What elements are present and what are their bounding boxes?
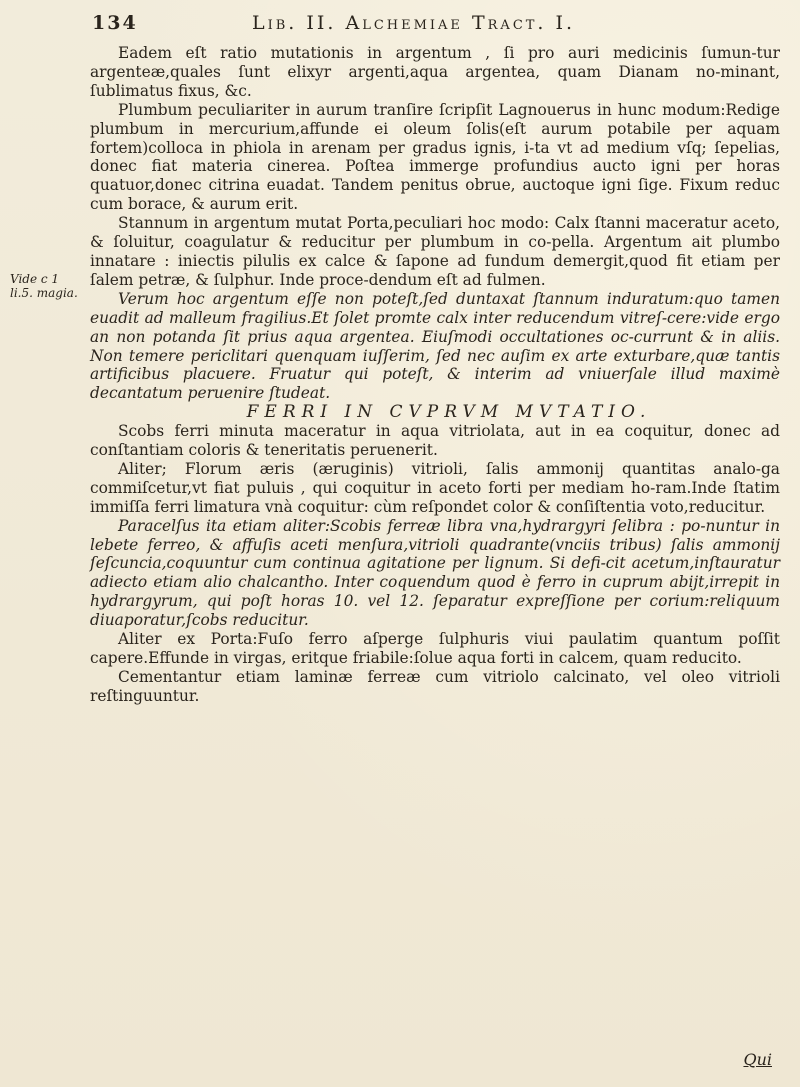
- paragraph: Aliter ex Porta:Fuſo ferro aſperge ſulphuris viui paulatim quantum poſſit capere.Effunde in virgas, eritque friabile:ſolue aqua forti in calcem, quam reducito.: [90, 630, 780, 667]
- paragraph: Plumbum peculiariter in aurum tranſire ſcripſit Lagnouerus in hunc modum:Redige plumbum in mercurium,affunde ei oleum ſolis(eſt aurum potabile per aquam fortem)colloca in phiola in arenam per gradus ignis, i-ta vt ad medium vſq; ſepelias, donec fiat materia cinerea. Poſtea immerge profundius aucto igni per horas quatuor,donec citrina euadat. Tandem penitus obrue, auctoque igni ſige. Fixum reduc cum borace, & aurum erit.: [90, 100, 780, 214]
- running-title: Lib. II. Alchemiae Tract. I.: [252, 12, 576, 34]
- paragraph: Cementantur etiam laminæ ferreæ cum vitriolo calcinato, vel oleo vitrioli reſtinguuntur.: [90, 667, 780, 705]
- page-number: 134: [92, 12, 138, 34]
- paragraph: Scobs ferri minuta maceratur in aqua vitriolata, aut in ea coquitur, donec ad conſtantiam coloris & teneritatis peruenerit.: [90, 422, 780, 460]
- section-title: FERRI IN CVPRVM MVTATIO.: [246, 402, 652, 423]
- margin-note: Vide c 1 li.5. magia.: [10, 272, 78, 300]
- paragraph-commentary: Verum hoc argentum eſſe non poteſt,ſed duntaxat ſtannum induratum:quo tamen euadit ad malleum fragilius.Et ſolet promte calx inter reducendum vitreſ-cere:vide ergo an non potanda ſit prius aqua argentea. Eiuſmodi occultationes oc-currunt & in aliis. Non temere periclitari quenquam iuſſerim, ſed nec auſim ex arte exturbare,quæ tantis artificibus placuere. Fruatur qui poteſt, & interim ad vniuerſale illud maximè decantatum peruenire ſtudeat.: [90, 289, 780, 403]
- paragraph: Eadem eſt ratio mutationis in argentum , ſi pro auri medicinis ſumun-tur argenteæ,quales ſunt elixyr argenti,aqua argentea, quam Dianam no-minant, ſublimatus fixus, &c.: [90, 44, 780, 100]
- page-body: [90, 44, 780, 706]
- page-header: [92, 12, 770, 42]
- paragraph: Stannum in argentum mutat Porta,peculiari hoc modo: Calx ſtanni maceratur aceto, & ſoluitur, coagulatur & reducitur per plumbum in co-pella. Argentum ait plumbo innatare : iniectis pilulis ex calce & ſapone ad fundum demergit,quod fit etiam per ſalem petræ, & ſulphur. Inde proce-dendum eſt ad fulmen.: [90, 214, 780, 289]
- paragraph-commentary: Paracelſus ita etiam aliter:Scobis ferreæ libra vna,hydrargyri ſelibra : po-nuntur in lebete ferreo, & affuſis aceti menſura,vitrioli quadrante(vnciis tribus) ſalis ammonij ſeſcuncia,coquuntur cum continua agitatione per lignum. Si defi-cit acetum,inſtauratur adiecto etiam alio chalcantho. Inter coquendum quod è ferro in cuprum abijt,irrepit in hydrargyrum, qui poſt horas 10. vel 12. ſeparatur expreſſione per corium:reliquum diuaporatur,ſcobs reducitur.: [90, 516, 780, 630]
- catchword: Qui: [743, 1050, 772, 1069]
- paragraph: Aliter; Florum æris (æruginis) vitrioli, ſalis ammonij quantitas analo-ga commiſcetur,vt fiat puluis , qui coquitur in aceto forti per mediam ho-ram.Inde ſtatim immiſſa ferri limatura vnà coquitur: cùm reſpondet color & conſiſtentia voto,reducitur.: [90, 459, 780, 516]
